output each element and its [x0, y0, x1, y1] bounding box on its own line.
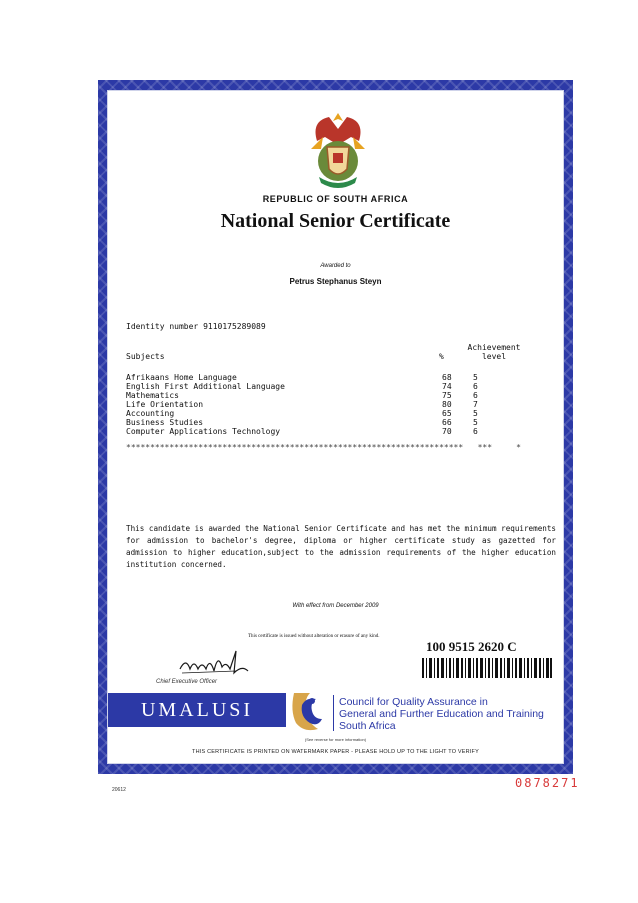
certificate-border [98, 80, 573, 774]
effective-date: With effect from December 2009 [292, 603, 379, 609]
achievement-level-header: Achievement level [467, 343, 521, 361]
subject-level: 6 [473, 382, 478, 391]
subject-percent: 65 [442, 409, 452, 418]
bottom-code: 20612 [112, 787, 126, 793]
subject-percent: 70 [442, 427, 452, 436]
certificate-body [107, 90, 564, 764]
awarded-to-label: Awarded to [320, 263, 351, 269]
certificate-number: 100 9515 2620 C [426, 639, 517, 654]
subject-level: 6 [473, 427, 478, 436]
subject-name: Business Studies [126, 418, 204, 427]
subject-name: Mathematics [126, 391, 179, 400]
candidate-name: Petrus Stephanus Steyn [289, 277, 382, 286]
barcode-icon [422, 658, 552, 678]
terminator-stars: ********************************************************************** *** * [126, 443, 521, 452]
subject-level: 5 [473, 409, 478, 418]
serial-number: 0878271 [515, 776, 580, 790]
reverse-note: (See reverse for more information) [304, 737, 367, 742]
council-name: Council for Quality Assurance in General and Further Education and Training South Africa [339, 696, 544, 732]
subject-name: Life Orientation [126, 400, 204, 409]
subject-name: Computer Applications Technology [126, 427, 281, 436]
subject-name: Accounting [126, 409, 175, 418]
subject-name: English First Additional Language [126, 382, 285, 391]
subject-percent: 75 [442, 391, 452, 400]
subject-percent: 66 [442, 418, 452, 427]
signature-icon [176, 647, 266, 679]
award-statement: This candidate is awarded the National Senior Certificate and has met the minimum requirements for admission to bachelor's degree, diploma or higher certificate study as gazetted for admission to higher education,subject to the admission requirements of the higher education institution concerned. [126, 524, 556, 569]
subject-level: 5 [473, 418, 478, 427]
issued-note: This certificate is issued without alteration or erasure of any kind. [248, 634, 380, 639]
subjects-header: Subjects [126, 352, 165, 361]
coat-of-arms-icon [303, 107, 373, 191]
subject-percent: 74 [442, 382, 452, 391]
subject-name: Afrikaans Home Language [126, 373, 237, 382]
umalusi-wordmark: UMALUSI [108, 693, 286, 727]
percent-header: % [439, 352, 444, 361]
subject-percent: 80 [442, 400, 452, 409]
republic-label: REPUBLIC OF SOUTH AFRICA [262, 194, 409, 204]
umalusi-logo-icon [288, 689, 326, 733]
subject-level: 6 [473, 391, 478, 400]
identity-number: Identity number 9110175289089 [126, 322, 266, 331]
subject-level: 7 [473, 400, 478, 409]
certificate-title: National Senior Certificate [220, 210, 451, 232]
ceo-title: Chief Executive Officer [156, 679, 218, 685]
subject-level: 5 [473, 373, 478, 382]
footer-divider [333, 695, 334, 731]
watermark-note: THIS CERTIFICATE IS PRINTED ON WATERMARK PAPER - PLEASE HOLD UP TO THE LIGHT TO VERIFY [192, 749, 479, 755]
subject-percent: 68 [442, 373, 452, 382]
